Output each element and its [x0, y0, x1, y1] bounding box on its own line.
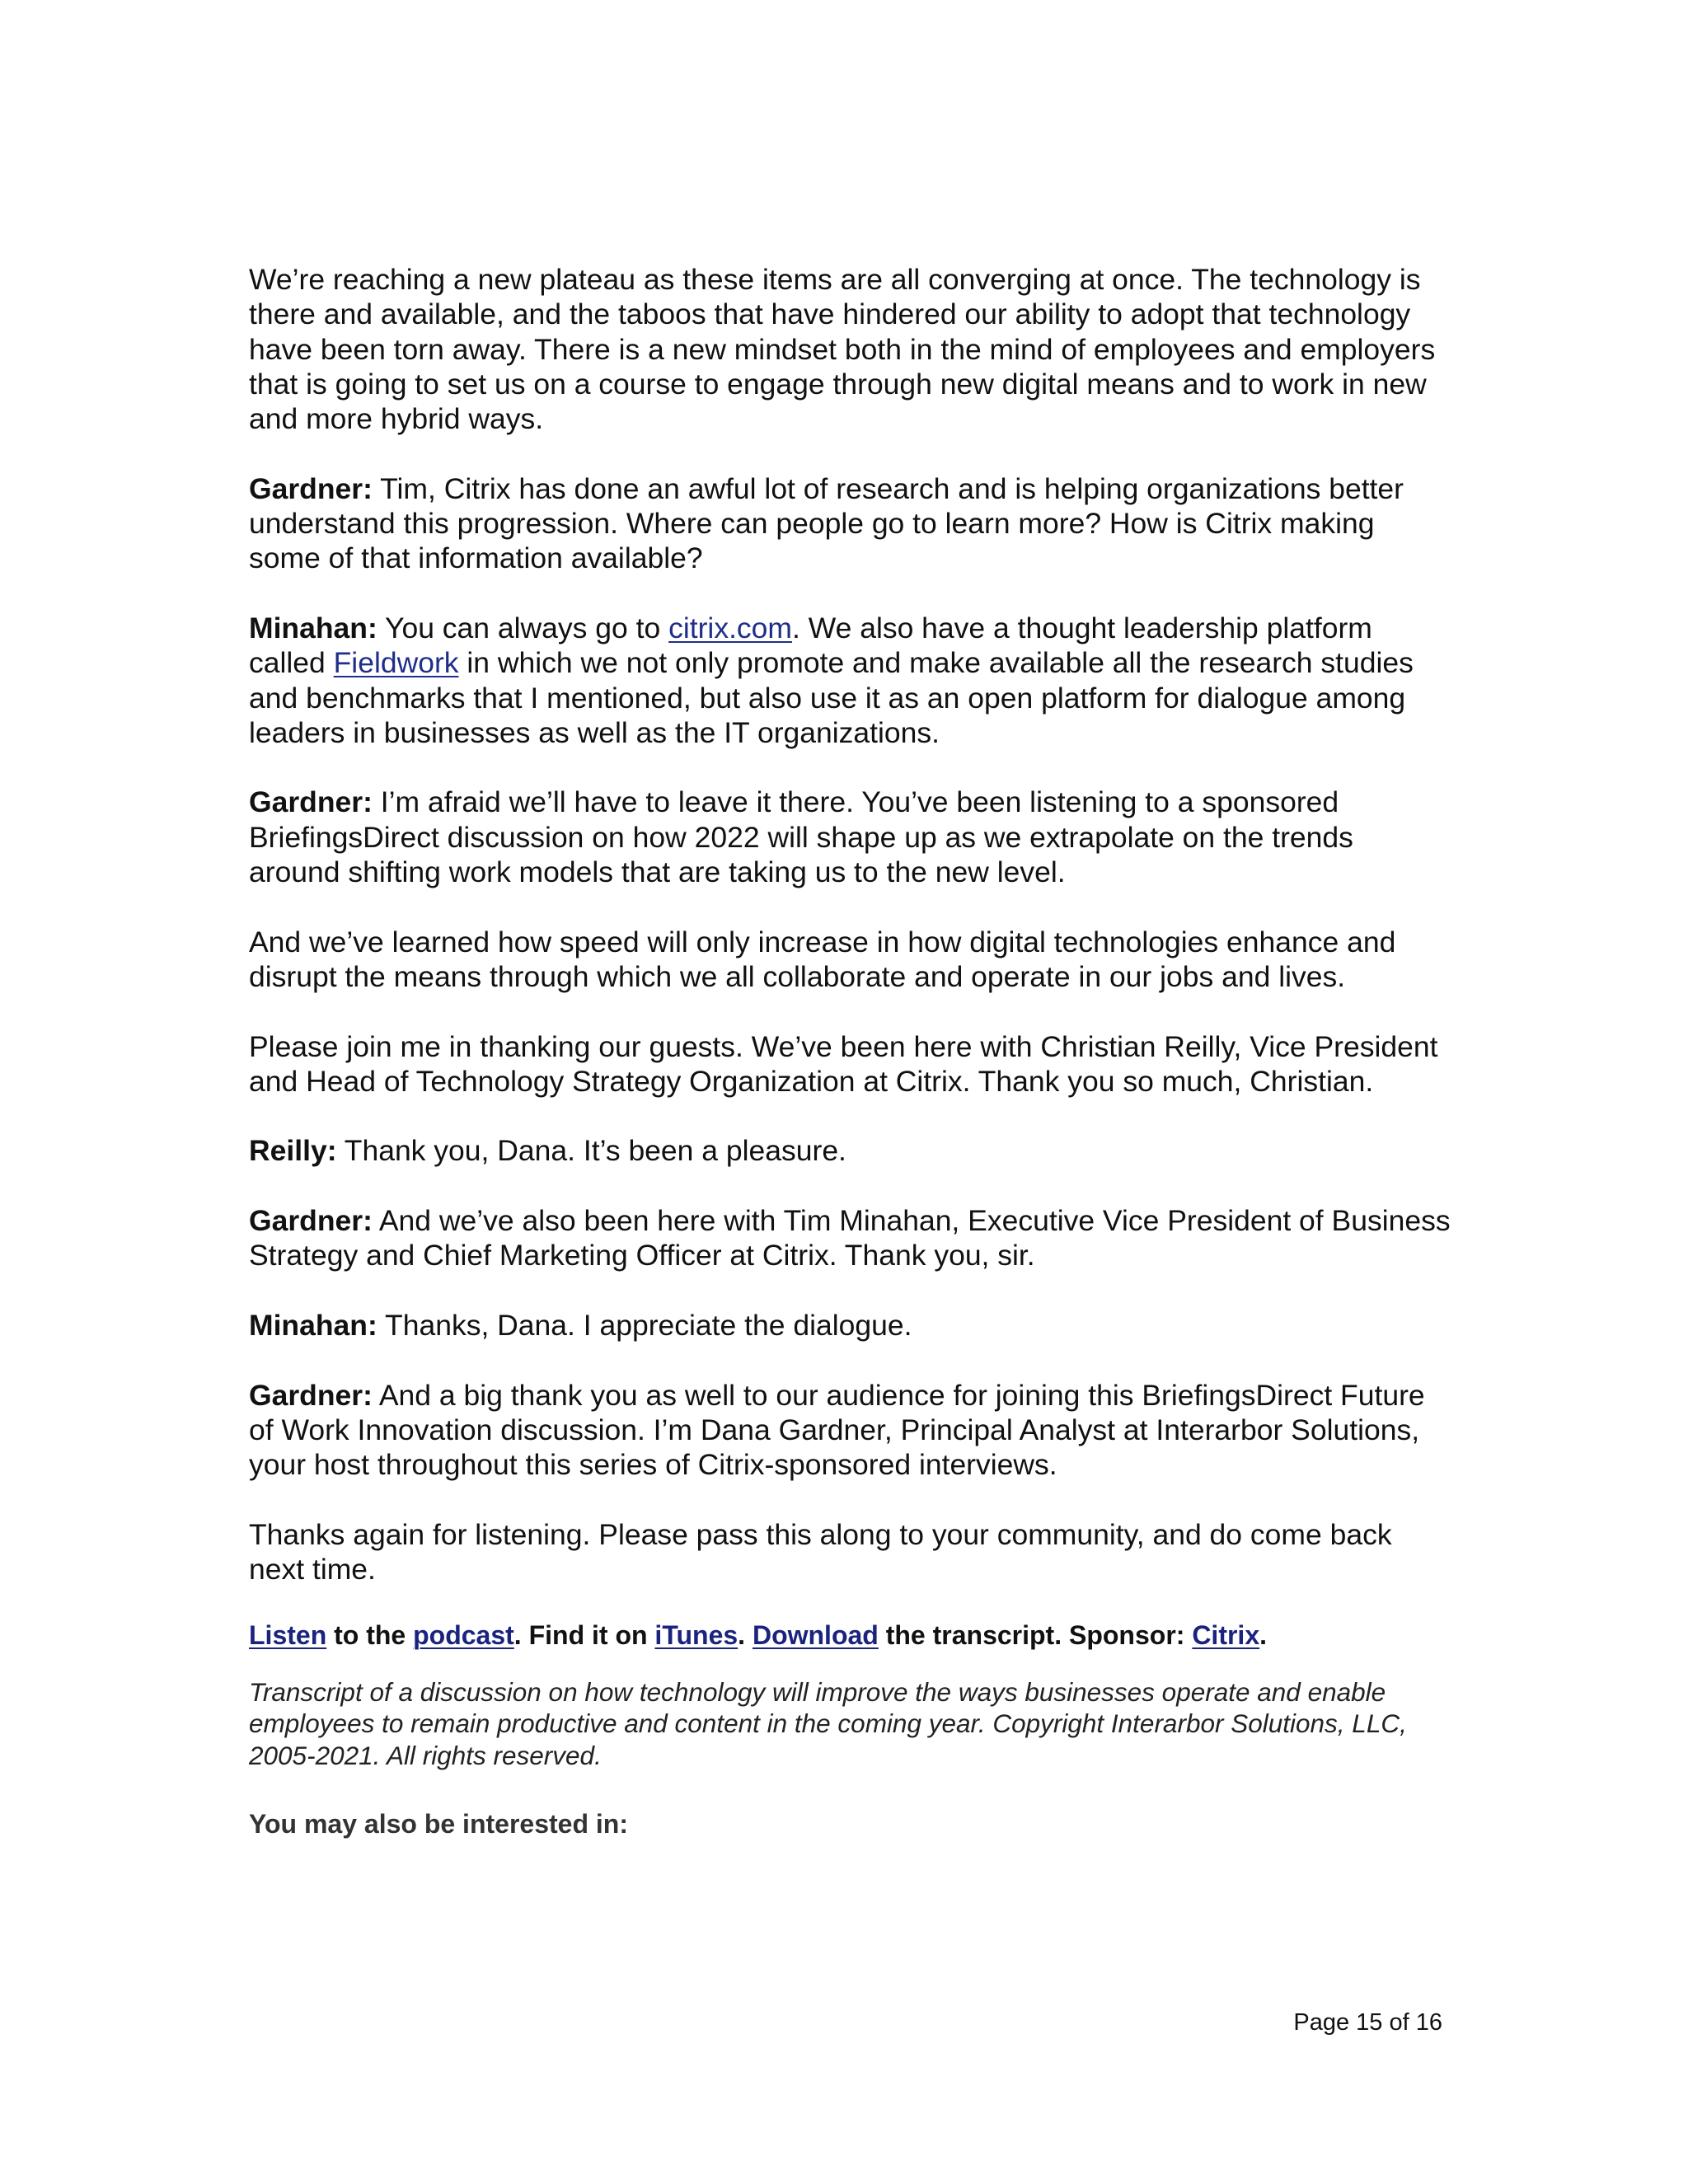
listen-link[interactable]: Listen — [249, 1619, 327, 1650]
paragraph-text: And we’ve also been here with Tim Minahan, Executive Vice President of Business Strategy and Chief Marketing Officer at Citrix. Thank you, sir. — [249, 1204, 1451, 1272]
paragraph-text: And we’ve learned how speed will only increase in how digital technologies enhance and disrupt the means through which we all collaborate and operate in our jobs and lives. — [249, 925, 1396, 993]
citrix-com-link[interactable]: citrix.com — [668, 611, 792, 644]
paragraph-text: Thanks, Dana. I appreciate the dialogue. — [377, 1308, 912, 1342]
speaker-label: Gardner: — [249, 471, 373, 505]
footer-links — [249, 1619, 1452, 1652]
transcript-body — [249, 262, 1452, 1840]
paragraph-text: Thanks again for listening. Please pass this along to your community, and do come back next time. — [249, 1517, 1392, 1586]
paragraph-gardner-leave — [249, 785, 1452, 889]
paragraph-text: We’re reaching a new plateau as these items are all converging at once. The technology is there and available, and the taboos that have hindered our ability to adopt that technology have been torn away. There is a new mindset both in the mind of employees and employers that is going to set us on a course to engage through new digital means and to work in new and more hybrid ways. — [249, 263, 1436, 436]
paragraph-plateau — [249, 262, 1452, 436]
paragraph-gardner-minahan — [249, 1203, 1452, 1273]
download-link[interactable]: Download — [752, 1619, 879, 1650]
itunes-link[interactable]: iTunes — [654, 1619, 738, 1650]
fieldwork-link[interactable]: Fieldwork — [333, 646, 459, 680]
paragraph-text: Thank you, Dana. It’s been a pleasure. — [336, 1134, 846, 1168]
sponsor-citrix-link[interactable]: Citrix — [1192, 1619, 1260, 1650]
footer-text: . — [1259, 1619, 1267, 1650]
speaker-label: Reilly: — [249, 1134, 337, 1168]
footer-text: . — [738, 1619, 753, 1650]
paragraph-reilly-thanks — [249, 1133, 1452, 1168]
copyright-notice: Transcript of a discussion on how technology will improve the ways businesses operate and enable employees to remain productive and content in the coming year. Copyright Interarbor Solutions, LLC, 2005-2021. All rights reserved. — [249, 1676, 1407, 1770]
paragraph-text: Please join me in thanking our guests. We’ve been here with Christian Reilly, Vice President and Head of Technology Strategy Organization at Citrix. Thank you so much, Christian. — [249, 1029, 1438, 1098]
podcast-link[interactable]: podcast — [413, 1619, 514, 1650]
paragraph-text: I’m afraid we’ll have to leave it there. You’ve been listening to a sponsored BriefingsDirect discussion on how 2022 will shape up as we extrapolate on the trends around shifting work models that are taking us to the new level. — [249, 785, 1353, 889]
speaker-label: Minahan: — [249, 611, 377, 644]
paragraph-minahan-thanks — [249, 1308, 1452, 1343]
footer-text: the transcript. Sponsor: — [878, 1619, 1193, 1650]
speaker-label: Gardner: — [249, 1378, 373, 1412]
paragraph-text: Tim, Citrix has done an awful lot of research and is helping organizations better understand this progression. Where can people go to learn more? How is Citrix making some of that information available? — [249, 471, 1404, 575]
paragraph-text: in which we not only promote and make available all the research studies and benchmarks that I mentioned, but also use it as an open platform for dialogue among leaders in businesses as well as the IT organizations. — [249, 646, 1414, 749]
paragraph-text: And a big thank you as well to our audience for joining this BriefingsDirect Future of Work Innovation discussion. I’m Dana Gardner, Principal Analyst at Interarbor Solutions, your host throughout this series of Citrix-sponsored interviews. — [249, 1378, 1425, 1482]
footer-text: to the — [326, 1619, 414, 1650]
page-number: Page 15 of 16 — [1293, 2009, 1442, 2036]
speaker-label: Gardner: — [249, 785, 373, 819]
speaker-label: Minahan: — [249, 1308, 377, 1342]
speaker-label: Gardner: — [249, 1204, 373, 1238]
footer-text: . Find it on — [513, 1619, 655, 1650]
also-interested-heading: You may also be interested in: — [249, 1809, 628, 1840]
paragraph-minahan-fieldwork — [249, 611, 1452, 750]
paragraph-closing — [249, 1517, 1452, 1587]
paragraph-speed — [249, 925, 1452, 995]
paragraph-text: You can always go to — [377, 611, 669, 644]
paragraph-text: . We also have a thought leadership platform called — [249, 611, 1372, 680]
paragraph-thank-guests — [249, 1029, 1452, 1099]
paragraph-gardner-audience — [249, 1378, 1452, 1483]
paragraph-gardner-research — [249, 471, 1452, 576]
